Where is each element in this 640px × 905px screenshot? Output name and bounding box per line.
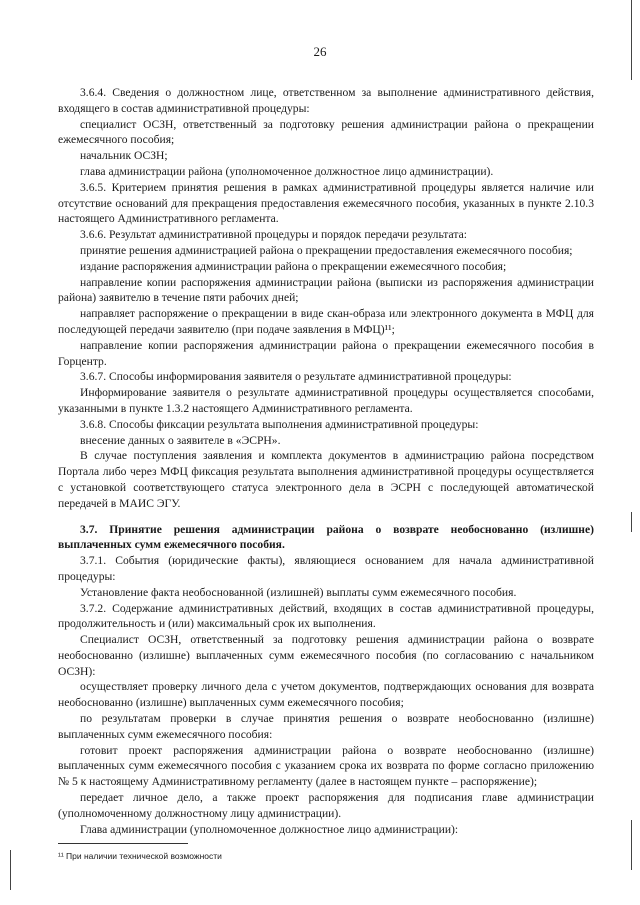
section-heading: 3.7. Принятие решения администрации района о возврате необоснованно (излишне) выплаченных сумм ежемесячного пособия. [58, 522, 594, 552]
paragraph: направляет распоряжение о прекращении в виде скан-образа или электронного документа в МФЦ для последующей передачи заявителю (при подаче заявления в МФЦ)¹¹; [58, 307, 594, 336]
paragraph: В случае поступления заявления и комплекта документов в администрацию района посредством Портала либо через МФЦ фиксация результата выполнения административной процедуры осуществляется с установкой соответствующего статуса электронного дела в ЭСРН с последующей автоматической передачей в МАИС ЭГУ. [58, 449, 594, 510]
paragraph: 3.7.2. Содержание административных действий, входящих в состав административной процедуры, продолжительность и (или) максимальный срок их выполнения. [58, 601, 594, 631]
paragraph: направление копии распоряжения администрации района о прекращении ежемесячного пособия в Горцентр. [58, 338, 594, 368]
scan-edge-mark [631, 512, 632, 532]
paragraph: передает личное дело, а также проект распоряжения для подписания главе администрации (уполномоченному должностному лицу администрации). [58, 791, 594, 820]
footnote: ¹¹ При наличии технической возможности [58, 851, 222, 861]
paragraph: направление копии распоряжения администрации района (выписки из распоряжения администрации района) заявителю в течение пяти рабочих дней; [58, 275, 594, 305]
paragraph: Глава администрации (уполномоченное должностное лицо администрации): [80, 822, 459, 836]
scan-edge-mark [631, 820, 632, 870]
paragraph: 3.6.4. Сведения о должностном лице, ответственном за выполнение административного действия, входящего в состав административной процедуры: [58, 86, 594, 115]
scan-edge-mark [631, 0, 632, 80]
paragraph: 3.6.5. Критерием принятия решения в рамках административной процедуры является наличие или отсутствие оснований для прекращения предоставления ежемесячного пособия, указанных в пункте 2.10.3 настоящего Административного регламента. [58, 180, 594, 226]
paragraph: начальник ОСЗН; [80, 149, 168, 163]
paragraph: внесение данных о заявителе в «ЭСРН». [80, 433, 281, 447]
body-text [58, 85, 594, 837]
paragraph: осуществляет проверку личного дела с учетом документов, подтверждающих основания для возврата необоснованно (излишне) выплаченных сумм ежемесячного пособия; [58, 680, 594, 710]
paragraph: готовит проект распоряжения администрации района о возврате необоснованно (излишне) выплаченных сумм ежемесячного пособия с указанием срока их возврата по форме согласно приложению № 5 к настоящему Административному регламенту (далее в настоящем пункте – распоряжение); [58, 743, 594, 789]
paragraph: Информирование заявителя о результате административной процедуры осуществляется способами, указанными в пункте 1.3.2 настоящего Административного регламента. [58, 386, 594, 415]
paragraph: 3.7.1. События (юридические факты), являющиеся основанием для начала административной процедуры: [58, 554, 594, 583]
paragraph: Специалист ОСЗН, ответственный за подготовку решения администрации района о возврате необоснованно (излишне) выплаченных сумм ежемесячного пособия (по согласованию с начальником ОСЗН): [58, 633, 594, 678]
paragraph: 3.6.6. Результат административной процедуры и порядок передачи результата: [80, 228, 467, 242]
paragraph: 3.6.8. Способы фиксации результата выполнения административной процедуры: [80, 417, 479, 431]
paragraph: издание распоряжения администрации района о прекращении ежемесячного пособия; [80, 259, 507, 273]
paragraph: 3.6.7. Способы информирования заявителя о результате административной процедуры: [80, 370, 512, 384]
scan-edge-mark [10, 850, 11, 890]
footnote-divider [58, 843, 188, 844]
paragraph: специалист ОСЗН, ответственный за подготовку решения администрации района о прекращении ежемесячного пособия; [58, 117, 594, 147]
paragraph: по результатам проверки в случае принятия решения о возврате необоснованно (излишне) выплаченных сумм ежемесячного пособия: [58, 712, 594, 741]
paragraph: Установление факта необоснованной (излишней) выплаты сумм ежемесячного пособия. [80, 585, 517, 599]
page-number: 26 [313, 44, 327, 59]
paragraph: глава администрации района (уполномоченное должностное лицо администрации). [80, 164, 494, 178]
paragraph: принятие решения администрацией района о прекращении предоставления ежемесячного пособия; [80, 243, 573, 257]
